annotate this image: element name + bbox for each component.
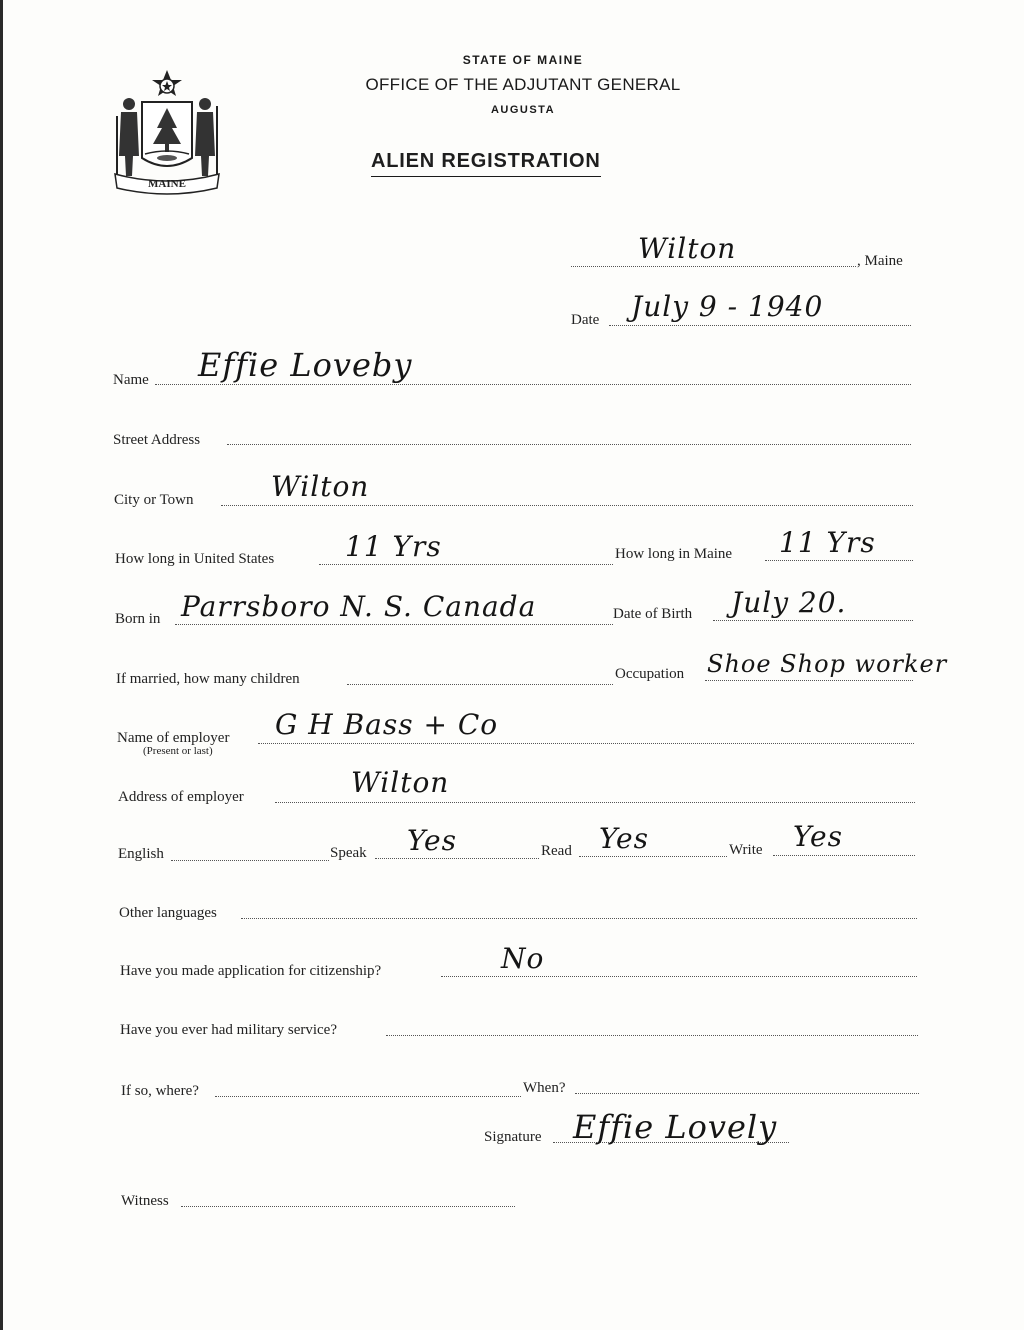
english-label: English [118, 846, 164, 862]
speak-value: Yes [407, 824, 457, 857]
employer-label: Name of employer [117, 730, 230, 746]
born-value: Parrsboro N. S. Canada [181, 590, 537, 623]
citizenship-line [441, 976, 917, 977]
write-line [773, 855, 915, 856]
occupation-line [705, 680, 913, 681]
date-line [609, 325, 911, 326]
employer-address-value: Wilton [351, 766, 450, 799]
employer-line [258, 743, 914, 744]
speak-line [375, 858, 539, 859]
town-line [571, 266, 856, 267]
maine-label: How long in Maine [615, 546, 733, 562]
header-state: STATE OF MAINE [462, 53, 584, 67]
witness-label: Witness [121, 1193, 169, 1209]
city-value: Wilton [271, 470, 370, 503]
signature-label: Signature [484, 1129, 542, 1145]
employer-sublabel: (Present or last) [143, 745, 213, 757]
city-label: City or Town [114, 492, 194, 508]
dob-label: Date of Birth [613, 606, 693, 622]
signature-value: Effie Lovely [573, 1108, 778, 1146]
seal-banner-text: MAINE [148, 178, 186, 190]
other-languages-line [241, 918, 917, 919]
name-value: Effie Loveby [198, 346, 413, 384]
date-value: July 9 - 1940 [631, 290, 824, 323]
military-label: Have you ever had military service? [120, 1022, 337, 1038]
us-value: 11 Yrs [345, 530, 442, 563]
other-languages-label: Other languages [119, 905, 217, 921]
read-value: Yes [599, 822, 649, 855]
employer-address-line [275, 802, 915, 803]
read-line [579, 856, 727, 857]
street-label: Street Address [113, 432, 201, 448]
children-line [347, 684, 613, 685]
where-line [215, 1096, 521, 1097]
date-label: Date [571, 312, 600, 328]
town-value: Wilton [638, 232, 737, 265]
where-label: If so, where? [121, 1083, 199, 1099]
english-line [171, 860, 329, 861]
town-suffix-label: , Maine [857, 253, 903, 269]
write-label: Write [729, 842, 763, 858]
name-line [155, 384, 911, 385]
street-line [227, 444, 911, 445]
dob-line [713, 620, 913, 621]
read-label: Read [541, 843, 572, 859]
born-label: Born in [115, 611, 161, 627]
maine-line [765, 560, 913, 561]
us-line [319, 564, 613, 565]
occupation-label: Occupation [615, 666, 685, 682]
header-city: AUGUSTA [490, 104, 556, 116]
citizenship-label: Have you made application for citizenship? [120, 963, 382, 979]
when-line [575, 1093, 919, 1094]
military-line [386, 1035, 918, 1036]
employer-address-label: Address of employer [118, 789, 244, 805]
us-label: How long in United States [115, 551, 275, 567]
header-office: OFFICE OF THE ADJUTANT GENERAL [365, 75, 681, 94]
born-line [175, 624, 613, 625]
name-label: Name [113, 372, 149, 388]
when-label: When? [523, 1080, 566, 1096]
city-line [221, 505, 913, 506]
children-label: If married, how many children [116, 671, 300, 687]
occupation-value: Shoe Shop worker [707, 650, 948, 678]
witness-line [181, 1206, 515, 1207]
form-title: ALIEN REGISTRATION [371, 150, 601, 177]
dob-value: July 20. [731, 586, 847, 619]
maine-value: 11 Yrs [779, 526, 876, 559]
employer-value: G H Bass + Co [275, 708, 499, 741]
citizenship-value: No [501, 942, 545, 975]
speak-label: Speak [330, 845, 367, 861]
write-value: Yes [793, 820, 843, 853]
